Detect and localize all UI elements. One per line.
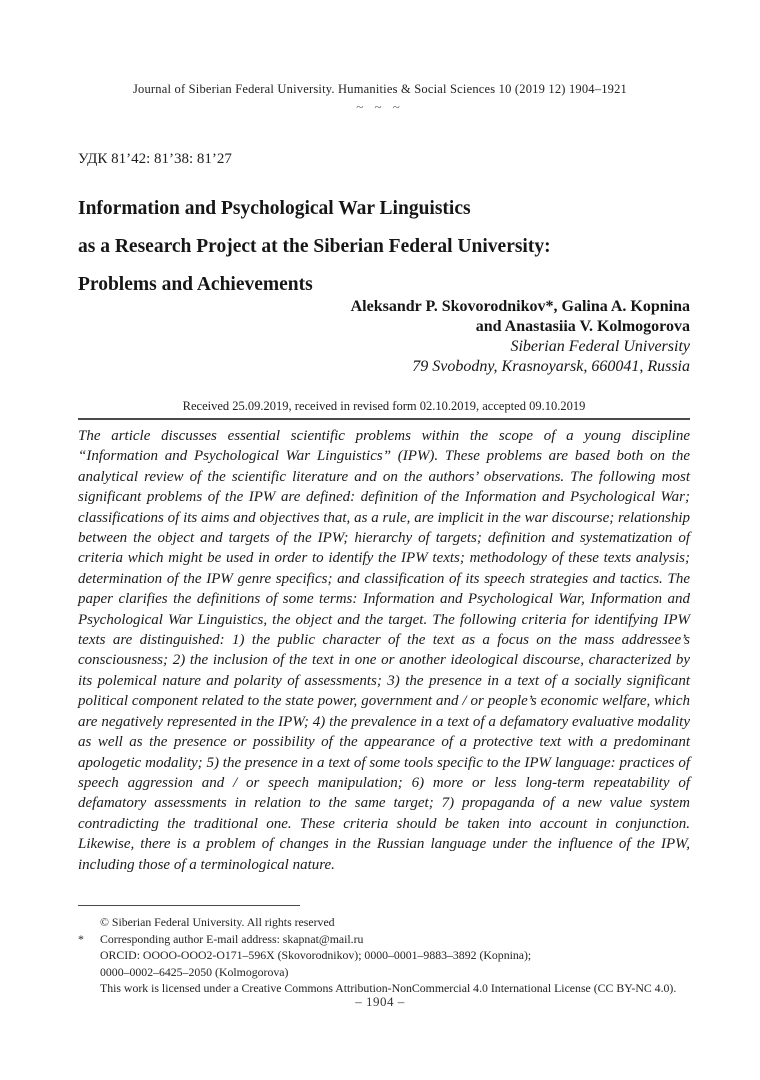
article-title [78,190,700,304]
journal-header: Journal of Siberian Federal University. Humanities & Social Sciences 10 (2019 12) 1904–1921 [132,82,628,96]
article-title-line-3: Problems and Achievements [78,274,313,295]
footnote-rule [78,905,300,906]
received-dates: Received 25.09.2019, received in revised form 02.10.2019, accepted 09.10.2019 [182,399,586,413]
footnote-orcid-indent-2 [78,964,100,981]
authors-block [78,297,690,377]
footnote-corresponding-author: Corresponding author E-mail address: skapnat@mail.ru [100,931,364,946]
footnote-orcid-row-2 [78,964,692,981]
footnote-orcid-line-2: 0000–0002–6425–2050 (Kolmogorova) [100,964,289,979]
page-number: – 1904 – [355,994,405,1009]
tilde-separator: ~ ~ ~ [356,99,404,114]
footnote-license: This work is licensed under a Creative Commons Attribution-NonCommercial 4.0 International License (CC BY-NC 4.0). [100,981,677,996]
footnote-copyright: © Siberian Federal University. All rights reserved [100,915,335,929]
affiliation-line-1: Siberian Federal University [510,338,690,355]
footnote-orcid-indent-1 [78,947,100,964]
footnote-asterisk-marker: * [78,931,84,946]
article-title-line-2: as a Research Project at the Siberian Federal University: [78,236,551,257]
footnotes-block [78,905,692,997]
footnote-copyright-row [78,914,692,931]
footnote-orcid-line-1: ORCID: OOOO-OOO2-O171–596X (Skovorodnikov); 0000–0001–9883–3892 (Kopnina); [100,948,532,963]
footnote-corresponding-row [78,931,692,948]
authors-line-1: Aleksandr P. Skovorodnikov*, Galina A. Kopnina [350,298,690,315]
udc-classification: УДК 81’42: 81’38: 81’27 [78,151,232,167]
authors-line-2: and Anastasiia V. Kolmogorova [475,318,690,335]
footnote-orcid-row-1 [78,947,692,964]
abstract-top-rule [78,418,690,420]
abstract-text: The article discusses essential scientific problems within the scope of a young discipline “Information and Psychological War Linguistics” (IPW). These problems are based both on the analytical review of the scientific literature and on the authors’ observations. The following most significant problems of the IPW are defined: definition of the Information and Psychological War; classifications of its aims and objectives that, as a rule, are implicit in the war discourse; relationship between the object and targets of the IPW; hierarchy of targets; definition and systematization of criteria which might be used in order to identify the IPW texts; methodology of these texts analysis; determination of the IPW genre specifics; and classification of its speech strategies and tactics. The paper clarifies the definitions of some terms: Information and Psychological War, Information and Psychological War Linguistics, the object and the target. The following criteria for identifying IPW texts are distinguished: 1) the public character of the text as a focus on the mass addressee’s consciousness; 2) the inclusion of the text in one or another ideological discourse, characterized by its polemical nature and polarity of assessments; 3) the presence in a text of a socially significant political component related to the state power, government and / or people’s economic welfare, which are negatively represented in the IPW; 4) the prevalence in a text of a defamatory evaluative modality as well as the presence or possibility of the appearance of a protective text with a predominant apologetic modality; 5) the presence in a text of some tools specific to the IPW language: practices of speech aggression and / or speech manipulation; 6) more or less long-term repeatability of defamatory assessments in relation to the same target; 7) propaganda of a new value system contradicting the traditional one. These criteria should be taken into account in conjunction. Likewise, there is a problem of changes in the Russian language under the influence of the IPW, including those of a terminological nature. [78,428,690,873]
footnote-copyright-marker [78,914,100,931]
article-title-line-1: Information and Psychological War Linguistics [78,198,471,219]
affiliation-line-2: 79 Svobodny, Krasnoyarsk, 660041, Russia [412,358,690,375]
